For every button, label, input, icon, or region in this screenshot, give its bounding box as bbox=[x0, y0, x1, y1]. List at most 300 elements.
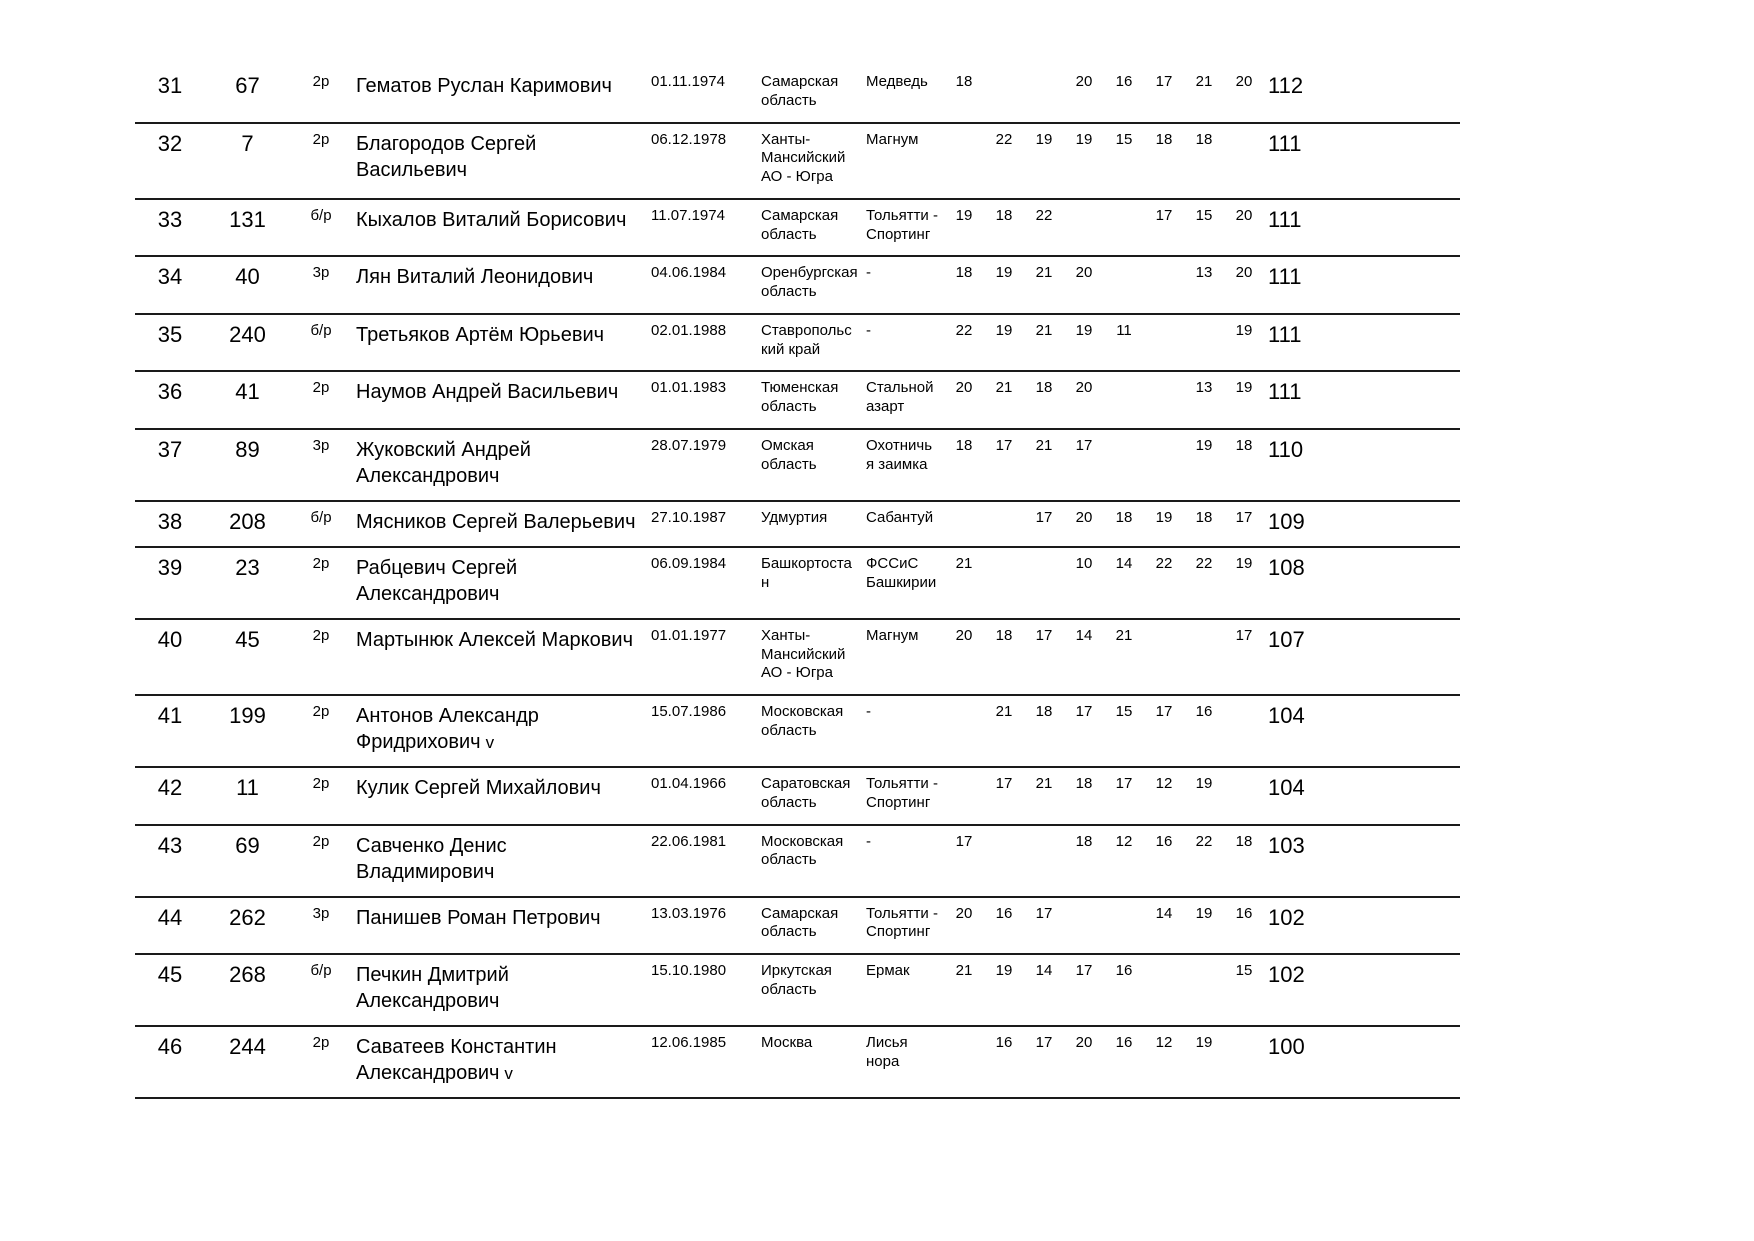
score-cell bbox=[1144, 619, 1184, 695]
table-row bbox=[135, 695, 1460, 767]
rank-cell: 45 bbox=[135, 954, 205, 1026]
total-cell: 112 bbox=[1264, 66, 1359, 123]
score-cell bbox=[1104, 897, 1144, 955]
name-marker: v bbox=[504, 1064, 513, 1083]
score-cell: 20 bbox=[1224, 256, 1264, 314]
rank-cell: 33 bbox=[135, 199, 205, 257]
athlete-name: Саватеев Константин Александрович bbox=[356, 1036, 557, 1084]
table-row bbox=[135, 429, 1460, 501]
table-row bbox=[135, 123, 1460, 199]
score-cell: 16 bbox=[984, 1026, 1024, 1098]
athlete-name: Третьяков Артём Юрьевич bbox=[356, 323, 605, 346]
score-cell: 16 bbox=[1184, 695, 1224, 767]
sport-class-cell: 2р bbox=[290, 695, 352, 767]
spacer-cell bbox=[1359, 429, 1460, 501]
score-cell: 15 bbox=[1184, 199, 1224, 257]
score-cell bbox=[984, 547, 1024, 619]
total-cell: 102 bbox=[1264, 897, 1359, 955]
birth-date-cell: 01.01.1977 bbox=[647, 619, 757, 695]
sport-class-cell: б/р bbox=[290, 954, 352, 1026]
athlete-name: Мартынюк Алексей Маркович bbox=[356, 628, 633, 651]
score-cell bbox=[1144, 429, 1184, 501]
results-table bbox=[135, 66, 1460, 1099]
name-marker bbox=[604, 326, 609, 345]
score-cell: 17 bbox=[984, 429, 1024, 501]
name-cell bbox=[352, 199, 647, 257]
birth-date-cell: 22.06.1981 bbox=[647, 825, 757, 897]
table-row bbox=[135, 256, 1460, 314]
bib-number-cell: 45 bbox=[205, 619, 290, 695]
score-cell: 12 bbox=[1144, 767, 1184, 825]
score-cell bbox=[984, 66, 1024, 123]
score-cell: 17 bbox=[1144, 66, 1184, 123]
region-cell: Саратовская область bbox=[757, 767, 862, 825]
score-cell: 19 bbox=[1024, 123, 1064, 199]
birth-date-cell: 01.11.1974 bbox=[647, 66, 757, 123]
name-marker bbox=[499, 467, 504, 486]
club-cell: Ермак bbox=[862, 954, 944, 1026]
score-cell: 12 bbox=[1144, 1026, 1184, 1098]
score-cell: 18 bbox=[1224, 825, 1264, 897]
birth-date-cell: 06.09.1984 bbox=[647, 547, 757, 619]
score-cell: 19 bbox=[1224, 547, 1264, 619]
name-marker bbox=[499, 585, 504, 604]
score-cell: 17 bbox=[1024, 1026, 1064, 1098]
table-row bbox=[135, 66, 1460, 123]
club-cell: Магнум bbox=[862, 619, 944, 695]
score-cell: 18 bbox=[944, 256, 984, 314]
score-cell: 20 bbox=[944, 619, 984, 695]
score-cell: 19 bbox=[1184, 1026, 1224, 1098]
table-row bbox=[135, 1026, 1460, 1098]
score-cell: 18 bbox=[1064, 825, 1104, 897]
sport-class-cell: 2р bbox=[290, 123, 352, 199]
name-marker bbox=[618, 383, 623, 402]
score-cell: 14 bbox=[1144, 897, 1184, 955]
club-cell: Лисья нора bbox=[862, 1026, 944, 1098]
birth-date-cell: 04.06.1984 bbox=[647, 256, 757, 314]
score-cell: 21 bbox=[1024, 256, 1064, 314]
bib-number-cell: 7 bbox=[205, 123, 290, 199]
score-cell bbox=[1184, 314, 1224, 372]
spacer-cell bbox=[1359, 1026, 1460, 1098]
table-row bbox=[135, 897, 1460, 955]
rank-cell: 38 bbox=[135, 501, 205, 547]
rank-cell: 35 bbox=[135, 314, 205, 372]
athlete-name: Кыхалов Виталий Борисович bbox=[356, 208, 627, 231]
athlete-name: Жуковский Андрей Александрович bbox=[356, 438, 531, 487]
spacer-cell bbox=[1359, 547, 1460, 619]
score-cell bbox=[1104, 429, 1144, 501]
name-cell bbox=[352, 695, 647, 767]
total-cell: 111 bbox=[1264, 256, 1359, 314]
sport-class-cell: б/р bbox=[290, 199, 352, 257]
region-cell: Омская область bbox=[757, 429, 862, 501]
score-cell: 16 bbox=[1224, 897, 1264, 955]
score-cell: 21 bbox=[1024, 314, 1064, 372]
rank-cell: 42 bbox=[135, 767, 205, 825]
sport-class-cell: 2р bbox=[290, 547, 352, 619]
birth-date-cell: 27.10.1987 bbox=[647, 501, 757, 547]
spacer-cell bbox=[1359, 256, 1460, 314]
score-cell: 15 bbox=[1224, 954, 1264, 1026]
score-cell: 21 bbox=[984, 695, 1024, 767]
score-cell: 21 bbox=[944, 547, 984, 619]
athlete-name: Лян Виталий Леонидович bbox=[356, 266, 594, 289]
name-cell bbox=[352, 767, 647, 825]
score-cell: 19 bbox=[1064, 314, 1104, 372]
score-cell: 21 bbox=[1024, 429, 1064, 501]
score-cell: 18 bbox=[944, 429, 984, 501]
table-row bbox=[135, 825, 1460, 897]
total-cell: 111 bbox=[1264, 123, 1359, 199]
athlete-name: Кулик Сергей Михайлович bbox=[356, 777, 601, 799]
region-cell: Башкортостан bbox=[757, 547, 862, 619]
table-row bbox=[135, 371, 1460, 429]
region-cell: Тюменская область bbox=[757, 371, 862, 429]
region-cell: Ханты-Мансийский АО - Югра bbox=[757, 123, 862, 199]
birth-date-cell: 28.07.1979 bbox=[647, 429, 757, 501]
club-cell: - bbox=[862, 256, 944, 314]
score-cell: 19 bbox=[984, 314, 1024, 372]
score-cell bbox=[944, 767, 984, 825]
score-cell bbox=[944, 695, 984, 767]
sport-class-cell: 2р bbox=[290, 825, 352, 897]
athlete-name: Благородов Сергей Васильевич bbox=[356, 132, 537, 181]
region-cell: Иркутская область bbox=[757, 954, 862, 1026]
club-cell: Тольятти - Спортинг bbox=[862, 897, 944, 955]
score-cell bbox=[1104, 199, 1144, 257]
name-marker bbox=[593, 268, 598, 287]
region-cell: Москва bbox=[757, 1026, 862, 1098]
bib-number-cell: 67 bbox=[205, 66, 290, 123]
bib-number-cell: 11 bbox=[205, 767, 290, 825]
score-cell: 10 bbox=[1064, 547, 1104, 619]
name-marker bbox=[601, 779, 606, 798]
table-row bbox=[135, 314, 1460, 372]
club-cell: Охотничья заимка bbox=[862, 429, 944, 501]
rank-cell: 43 bbox=[135, 825, 205, 897]
score-cell bbox=[1224, 1026, 1264, 1098]
sport-class-cell: 3р bbox=[290, 897, 352, 955]
score-cell: 19 bbox=[1224, 314, 1264, 372]
spacer-cell bbox=[1359, 199, 1460, 257]
bib-number-cell: 262 bbox=[205, 897, 290, 955]
rank-cell: 32 bbox=[135, 123, 205, 199]
name-marker bbox=[636, 513, 641, 532]
name-cell bbox=[352, 897, 647, 955]
total-cell: 109 bbox=[1264, 501, 1359, 547]
name-marker: v bbox=[485, 733, 495, 752]
score-cell bbox=[1024, 547, 1064, 619]
score-cell: 17 bbox=[1024, 501, 1064, 547]
name-cell bbox=[352, 66, 647, 123]
rank-cell: 31 bbox=[135, 66, 205, 123]
score-cell: 15 bbox=[1104, 695, 1144, 767]
birth-date-cell: 02.01.1988 bbox=[647, 314, 757, 372]
score-cell: 17 bbox=[1024, 897, 1064, 955]
score-cell bbox=[1104, 256, 1144, 314]
rank-cell: 40 bbox=[135, 619, 205, 695]
region-cell: Ханты-Мансийский АО - Югра bbox=[757, 619, 862, 695]
region-cell: Московская область bbox=[757, 825, 862, 897]
birth-date-cell: 15.07.1986 bbox=[647, 695, 757, 767]
score-cell: 17 bbox=[984, 767, 1024, 825]
score-cell bbox=[1224, 695, 1264, 767]
score-cell: 22 bbox=[1184, 825, 1224, 897]
name-cell bbox=[352, 954, 647, 1026]
club-cell: Стальной азарт bbox=[862, 371, 944, 429]
athlete-name: Гематов Руслан Каримович bbox=[356, 75, 612, 97]
score-cell: 21 bbox=[1104, 619, 1144, 695]
score-cell: 18 bbox=[1064, 767, 1104, 825]
club-cell: Магнум bbox=[862, 123, 944, 199]
rank-cell: 41 bbox=[135, 695, 205, 767]
score-cell: 20 bbox=[1224, 199, 1264, 257]
club-cell: - bbox=[862, 695, 944, 767]
name-marker bbox=[499, 992, 504, 1011]
sport-class-cell: 2р bbox=[290, 1026, 352, 1098]
birth-date-cell: 01.01.1983 bbox=[647, 371, 757, 429]
sport-class-cell: б/р bbox=[290, 501, 352, 547]
score-cell: 13 bbox=[1184, 256, 1224, 314]
bib-number-cell: 244 bbox=[205, 1026, 290, 1098]
name-marker bbox=[467, 161, 472, 180]
spacer-cell bbox=[1359, 501, 1460, 547]
score-cell: 18 bbox=[1144, 123, 1184, 199]
sport-class-cell: 2р bbox=[290, 371, 352, 429]
score-cell: 19 bbox=[984, 954, 1024, 1026]
total-cell: 103 bbox=[1264, 825, 1359, 897]
score-cell: 17 bbox=[1104, 767, 1144, 825]
score-cell: 16 bbox=[1104, 1026, 1144, 1098]
score-cell bbox=[1144, 314, 1184, 372]
score-cell: 17 bbox=[1024, 619, 1064, 695]
score-cell: 19 bbox=[1144, 501, 1184, 547]
total-cell: 111 bbox=[1264, 199, 1359, 257]
score-cell bbox=[1104, 371, 1144, 429]
score-cell bbox=[1064, 897, 1104, 955]
spacer-cell bbox=[1359, 314, 1460, 372]
spacer-cell bbox=[1359, 897, 1460, 955]
name-marker bbox=[612, 77, 617, 96]
score-cell: 21 bbox=[1024, 767, 1064, 825]
score-cell: 19 bbox=[1184, 767, 1224, 825]
score-cell: 20 bbox=[1064, 371, 1104, 429]
score-cell bbox=[1144, 256, 1184, 314]
results-table-body bbox=[135, 66, 1460, 1098]
club-cell: Тольятти - Спортинг bbox=[862, 199, 944, 257]
region-cell: Самарская область bbox=[757, 897, 862, 955]
score-cell: 20 bbox=[1224, 66, 1264, 123]
score-cell: 11 bbox=[1104, 314, 1144, 372]
spacer-cell bbox=[1359, 66, 1460, 123]
name-cell bbox=[352, 619, 647, 695]
score-cell: 19 bbox=[984, 256, 1024, 314]
name-cell bbox=[352, 314, 647, 372]
score-cell: 21 bbox=[944, 954, 984, 1026]
score-cell bbox=[1144, 954, 1184, 1026]
score-cell: 16 bbox=[1104, 66, 1144, 123]
total-cell: 111 bbox=[1264, 371, 1359, 429]
table-row bbox=[135, 767, 1460, 825]
bib-number-cell: 23 bbox=[205, 547, 290, 619]
table-row bbox=[135, 501, 1460, 547]
bib-number-cell: 40 bbox=[205, 256, 290, 314]
table-row bbox=[135, 954, 1460, 1026]
bib-number-cell: 199 bbox=[205, 695, 290, 767]
score-cell: 17 bbox=[944, 825, 984, 897]
sport-class-cell: б/р bbox=[290, 314, 352, 372]
name-marker bbox=[494, 863, 499, 882]
total-cell: 110 bbox=[1264, 429, 1359, 501]
sport-class-cell: 2р bbox=[290, 66, 352, 123]
name-marker bbox=[601, 909, 606, 928]
score-cell: 19 bbox=[1224, 371, 1264, 429]
club-cell: Сабантуй bbox=[862, 501, 944, 547]
score-cell: 19 bbox=[1184, 429, 1224, 501]
athlete-name: Печкин Дмитрий Александрович bbox=[356, 964, 509, 1012]
rank-cell: 39 bbox=[135, 547, 205, 619]
score-cell bbox=[1064, 199, 1104, 257]
score-cell bbox=[944, 123, 984, 199]
score-cell: 13 bbox=[1184, 371, 1224, 429]
birth-date-cell: 01.04.1966 bbox=[647, 767, 757, 825]
region-cell: Оренбургская область bbox=[757, 256, 862, 314]
score-cell: 22 bbox=[1184, 547, 1224, 619]
birth-date-cell: 15.10.1980 bbox=[647, 954, 757, 1026]
bib-number-cell: 89 bbox=[205, 429, 290, 501]
score-cell: 18 bbox=[1224, 429, 1264, 501]
club-cell: Тольятти - Спортинг bbox=[862, 767, 944, 825]
score-cell: 21 bbox=[1184, 66, 1224, 123]
score-cell: 16 bbox=[1144, 825, 1184, 897]
bib-number-cell: 131 bbox=[205, 199, 290, 257]
club-cell: - bbox=[862, 314, 944, 372]
rank-cell: 34 bbox=[135, 256, 205, 314]
birth-date-cell: 13.03.1976 bbox=[647, 897, 757, 955]
score-cell bbox=[984, 825, 1024, 897]
name-cell bbox=[352, 547, 647, 619]
score-cell bbox=[1224, 123, 1264, 199]
rank-cell: 44 bbox=[135, 897, 205, 955]
score-cell: 18 bbox=[1024, 695, 1064, 767]
score-cell: 15 bbox=[1104, 123, 1144, 199]
athlete-name: Савченко Денис Владимирович bbox=[356, 834, 507, 883]
total-cell: 104 bbox=[1264, 695, 1359, 767]
score-cell: 17 bbox=[1064, 429, 1104, 501]
club-cell: Медведь bbox=[862, 66, 944, 123]
score-cell: 20 bbox=[1064, 66, 1104, 123]
score-cell: 20 bbox=[1064, 501, 1104, 547]
rank-cell: 46 bbox=[135, 1026, 205, 1098]
score-cell bbox=[984, 501, 1024, 547]
name-cell bbox=[352, 371, 647, 429]
sport-class-cell: 2р bbox=[290, 619, 352, 695]
total-cell: 104 bbox=[1264, 767, 1359, 825]
score-cell: 17 bbox=[1064, 695, 1104, 767]
score-cell: 14 bbox=[1104, 547, 1144, 619]
rank-cell: 36 bbox=[135, 371, 205, 429]
spacer-cell bbox=[1359, 954, 1460, 1026]
spacer-cell bbox=[1359, 767, 1460, 825]
name-cell bbox=[352, 825, 647, 897]
score-cell: 20 bbox=[1064, 256, 1104, 314]
score-cell bbox=[1024, 825, 1064, 897]
table-row bbox=[135, 547, 1460, 619]
region-cell: Самарская область bbox=[757, 199, 862, 257]
name-cell bbox=[352, 501, 647, 547]
score-cell: 17 bbox=[1064, 954, 1104, 1026]
score-cell: 12 bbox=[1104, 825, 1144, 897]
score-cell bbox=[1144, 371, 1184, 429]
score-cell: 22 bbox=[984, 123, 1024, 199]
name-cell bbox=[352, 123, 647, 199]
total-cell: 108 bbox=[1264, 547, 1359, 619]
score-cell: 20 bbox=[1064, 1026, 1104, 1098]
club-cell: ФССиС Башкирии bbox=[862, 547, 944, 619]
score-cell: 14 bbox=[1064, 619, 1104, 695]
score-cell: 18 bbox=[944, 66, 984, 123]
bib-number-cell: 69 bbox=[205, 825, 290, 897]
spacer-cell bbox=[1359, 123, 1460, 199]
athlete-name: Наумов Андрей Васильевич bbox=[356, 381, 619, 404]
score-cell: 22 bbox=[944, 314, 984, 372]
score-cell: 18 bbox=[1184, 123, 1224, 199]
region-cell: Ставропольский край bbox=[757, 314, 862, 372]
table-row bbox=[135, 619, 1460, 695]
bib-number-cell: 41 bbox=[205, 371, 290, 429]
total-cell: 102 bbox=[1264, 954, 1359, 1026]
name-cell bbox=[352, 1026, 647, 1098]
score-cell: 18 bbox=[984, 619, 1024, 695]
total-cell: 107 bbox=[1264, 619, 1359, 695]
score-cell bbox=[944, 501, 984, 547]
score-cell: 18 bbox=[1104, 501, 1144, 547]
score-cell: 16 bbox=[1104, 954, 1144, 1026]
athlete-name: Рабцевич Сергей Александрович bbox=[356, 556, 518, 605]
score-cell: 17 bbox=[1144, 199, 1184, 257]
total-cell: 111 bbox=[1264, 314, 1359, 372]
score-cell: 20 bbox=[944, 371, 984, 429]
score-cell: 20 bbox=[944, 897, 984, 955]
total-cell: 100 bbox=[1264, 1026, 1359, 1098]
athlete-name: Панишев Роман Петрович bbox=[356, 906, 601, 929]
table-row bbox=[135, 199, 1460, 257]
score-cell: 19 bbox=[1064, 123, 1104, 199]
score-cell: 18 bbox=[1024, 371, 1064, 429]
score-cell: 17 bbox=[1224, 501, 1264, 547]
score-cell: 16 bbox=[984, 897, 1024, 955]
score-cell: 18 bbox=[984, 199, 1024, 257]
bib-number-cell: 240 bbox=[205, 314, 290, 372]
score-cell bbox=[1024, 66, 1064, 123]
spacer-cell bbox=[1359, 825, 1460, 897]
birth-date-cell: 11.07.1974 bbox=[647, 199, 757, 257]
name-marker bbox=[633, 631, 638, 650]
sport-class-cell: 3р bbox=[290, 429, 352, 501]
rank-cell: 37 bbox=[135, 429, 205, 501]
score-cell: 17 bbox=[1144, 695, 1184, 767]
score-cell: 14 bbox=[1024, 954, 1064, 1026]
score-cell bbox=[1184, 954, 1224, 1026]
athlete-name: Мясников Сергей Валерьевич bbox=[356, 510, 636, 533]
score-cell: 22 bbox=[1144, 547, 1184, 619]
score-cell: 19 bbox=[1184, 897, 1224, 955]
spacer-cell bbox=[1359, 695, 1460, 767]
name-cell bbox=[352, 429, 647, 501]
bib-number-cell: 268 bbox=[205, 954, 290, 1026]
